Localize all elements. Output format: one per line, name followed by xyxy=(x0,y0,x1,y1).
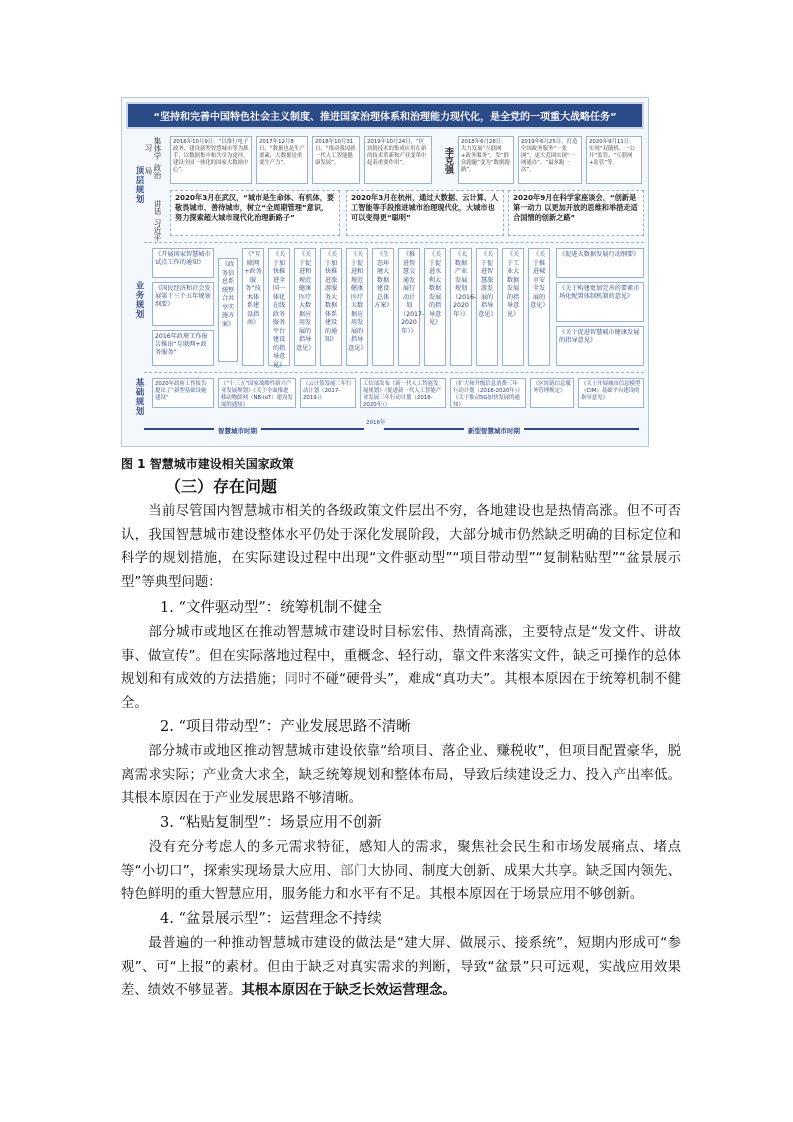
item-heading: 4. “盆景展示型”：运营理念不持续 xyxy=(160,911,382,927)
timeline-year: 2016年 xyxy=(366,420,386,426)
item-text-gray: 同时 xyxy=(284,672,312,688)
biz-policy-box: 《关于工业大数据发展的指导意见》 xyxy=(502,248,524,366)
item-text: 没有充分考虑人的多元需求特征，感知人的需求，聚焦社会民生和市场发展痛点、堵点等“小切口”，探索实现场景大应用、 xyxy=(121,840,681,879)
biz-policy-box: 《关于加快推进旅游服务大数据体系建设的通知》 xyxy=(320,248,342,366)
base-policy-box: 《“十三五”国家战略性新兴产业发展规划》《关于全面推进移动物联网（NB-IoT）建设发展的通知》 xyxy=(218,378,296,408)
item-text: 最普遍的一种推动智慧城市建设的做法是“建大屏、做展示、接系统”，短期内形成可“参观”、可“上报”的素材。但由于缺乏对真实需求的判断，导致“盆景”只可远观，实战应用效果差、绩效不够显著。 xyxy=(121,936,681,999)
biz-policy-box: 《关于促进智慧城市健康发展的指导意见》 xyxy=(556,326,644,366)
biz-policy-box: 2016年政府工作报告推出“互联网+政务服务” xyxy=(152,330,214,366)
row-divider xyxy=(144,242,644,243)
biz-policy-box: 《关于促进和规范健康医疗大数据应用发展的指导意见》 xyxy=(346,248,368,366)
item-paragraph xyxy=(121,932,681,1003)
item-text-gray: 部门 xyxy=(340,863,368,879)
base-policy-box: 工信部发布《新一代人工智能发展规划》《促进新一代人工智能产业发展三年行动计划（2018-2020年）》 xyxy=(360,378,446,408)
item-text: 大协同、制度大创新、成果大共享。缺乏国内领先、特色鲜明的重大智慧应用，服务能力和水平有不足。其根本原因在于场景应用不够创新。 xyxy=(121,863,682,903)
figure-caption: 图 1 智慧城市建设相关国家政策 xyxy=(121,457,294,471)
sub-label-li: 李克强 xyxy=(443,146,453,174)
row-divider xyxy=(144,372,644,373)
item-paragraph xyxy=(121,836,681,907)
item-heading: 3. “粘贴复制型”：场景应用不创新 xyxy=(160,815,382,831)
row-label-business: 业务规划 xyxy=(134,281,144,319)
figure-banner: “坚持和完善中国特色社会主义制度、推进国家治理体系和治理能力现代化，是全党的一项重大战略任务” xyxy=(126,102,644,129)
biz-policy-box: 《政务信息系统整合共享实施方案》 xyxy=(218,258,238,362)
biz-policy-box: 《国民经济和社会发展第十三个五年规划纲要》 xyxy=(152,282,214,326)
section-heading: （三）存在问题 xyxy=(165,477,278,496)
biz-policy-box: 《关于促进智慧旅游发展的指导意见》 xyxy=(476,248,498,366)
biz-policy-box: 《开展国家智慧城市试点工作的通知》 xyxy=(152,248,214,278)
item-text: 不碰“硬骨头”，难成“真功夫”。其根本原因在于统筹机制不健全。 xyxy=(121,672,682,711)
speech-box: 2020年3月在杭州，通过大数据、云计算、人工智能等手段推进城市治理现代化，大城市也可以变得更“聪明” xyxy=(346,190,504,236)
intro-paragraph xyxy=(121,500,681,594)
item-text-bold: 其根本原因在于缺乏长效运营理念。 xyxy=(241,983,456,999)
biz-policy-box: 《关于促进和规范健康医疗大数据应用发展的指导意见》 xyxy=(294,248,316,366)
top-policy-box: 2016年10月9日，“以推行电子政务、建设新型智慧城市等为抓手，以数据集中和共享为途径，建设全国一体化的国家大数据中心”。 xyxy=(170,136,252,184)
speech-box: 2020年3月在武汉，“城市是生命体、有机体，要敬畏城市、善待城市，树立“全周期管理”意识，努力探索超大城市现代化治理新路子” xyxy=(170,190,340,236)
item-text: 部分城市或地区推动智慧城市建设依靠“给项目、落企业、赚税收”，但项目配置豪华，脱离需求实际；产业贪大求全，缺乏统筹规划和整体布局，导致后续建设乏力、投入产出率低。其根本原因在于产业发展思路不够清晰。 xyxy=(121,744,681,807)
top-policy-box: 2019年10月24日，“区块链技术的集成应用在新的技术革新和产业变革中起着重要作用”。 xyxy=(364,136,432,184)
timeline xyxy=(144,420,644,438)
biz-policy-box: 《“互联网+政务服务”技术体系建设指南》 xyxy=(242,248,264,366)
top-policy-box: 2019年6月25日，打造全国政务服务“一张网”，更大范围实现“一网通办”、“最多跑一次”。 xyxy=(518,136,582,184)
item-paragraph xyxy=(121,740,681,811)
biz-policy-box: 《关于促进水利大数据发展的指导意见》 xyxy=(424,248,446,366)
item-heading: 2. “项目带动型”：产业发展思路不清晰 xyxy=(160,719,411,735)
base-policy-box: 《区块链信息服务管理规定》 xyxy=(530,378,574,408)
top-policy-box: 2017年12月8日，“数据也是生产要素，大数据是重要生产力”。 xyxy=(256,136,308,184)
sub-label-xi: 习近平 xyxy=(153,218,162,242)
sub-label-speech: 讲话 xyxy=(153,199,162,215)
biz-policy-box: 《推进智慧交通发展行动计划（2017-2020年）》 xyxy=(398,248,420,366)
speech-box: 2020年9月在科学家座谈会，“创新是第一动力 以更加开放的思维和举措走适合国情的创新之路” xyxy=(508,190,644,236)
row-label-base: 基础规划 xyxy=(134,378,144,416)
timeline-label-left: 智慧城市时期 xyxy=(214,426,261,435)
item-heading: 1. “文件驱动型”：统筹机制不健全 xyxy=(160,600,382,616)
intro-text: 当前尽管国内智慧城市相关的各级政策文件层出不穷，各地建设也是热情高涨。但不可否认，我国智慧城市建设整体水平仍处于深化发展阶段，大部分城市仍然缺乏明确的目标定位和科学的规划措施，在实际建设过程中出现“文件驱动型”“项目带动型”“复制粘贴型”“盆景展示型”等典型问题： xyxy=(121,504,681,590)
sub-label-study: 集体学习 xyxy=(144,136,162,160)
item-paragraph xyxy=(121,621,681,715)
item-text: 部分城市或地区在推动智慧城市建设时目标宏伟、热情高涨，主要特点是“发文件、讲故事、做宣传”。但在实际落地过程中，重概念、轻行动，靠文件来落实文件，缺乏可操作的总体规划和有成效的方法措施； xyxy=(121,625,681,688)
top-policy-box: 2018年10月31日，“推动我国新一代人工智能健康发展”。 xyxy=(312,136,360,184)
timeline-label-right: 新型智慧城市时期 xyxy=(464,426,524,435)
base-policy-box: 《关于开展城市信息模型（CIM）基础平台建设的指导意见》 xyxy=(578,378,644,408)
base-policy-box: 《扩大和升级信息消费三年行动计划（2018-2020年）》《关于推动5G加快发展的通知》 xyxy=(450,378,526,408)
top-policy-box: 2018年6月28日，大力发展“互联网+政务服务”，发“群众跑腿”变为“数据跑路”。 xyxy=(458,136,514,184)
biz-policy-box: 《关于构建更加完善的要素市场化配置体制机制的意见》 xyxy=(556,282,644,322)
biz-policy-box: 《促进大数据发展行动纲要》 xyxy=(556,248,644,278)
base-policy-box: 《云计算发展三年行动计划（2017-2019）》 xyxy=(300,378,356,408)
biz-policy-box: 《大数据产业发展规划（2016-2020年）》 xyxy=(450,248,472,366)
top-policy-box: 2020年9月11日，实现“双随机、一公开”监管、“互联网+监管”等。 xyxy=(586,136,642,184)
sub-label-politburo: 政治局 xyxy=(144,163,162,179)
biz-policy-box: 《生态环境大数据建设总体方案》 xyxy=(372,248,394,366)
policy-figure xyxy=(121,97,649,447)
biz-policy-box: 《关于加快推进全国一体化在线政务服务平台建设的指导意见》 xyxy=(268,248,290,366)
row-label-top: 顶层规划 xyxy=(134,166,144,204)
biz-policy-box: 《关于推进城市安全发展的意见》 xyxy=(528,248,550,366)
base-policy-box: 2020年政府工作报告提出了“新型基础设施建设” xyxy=(152,378,214,408)
